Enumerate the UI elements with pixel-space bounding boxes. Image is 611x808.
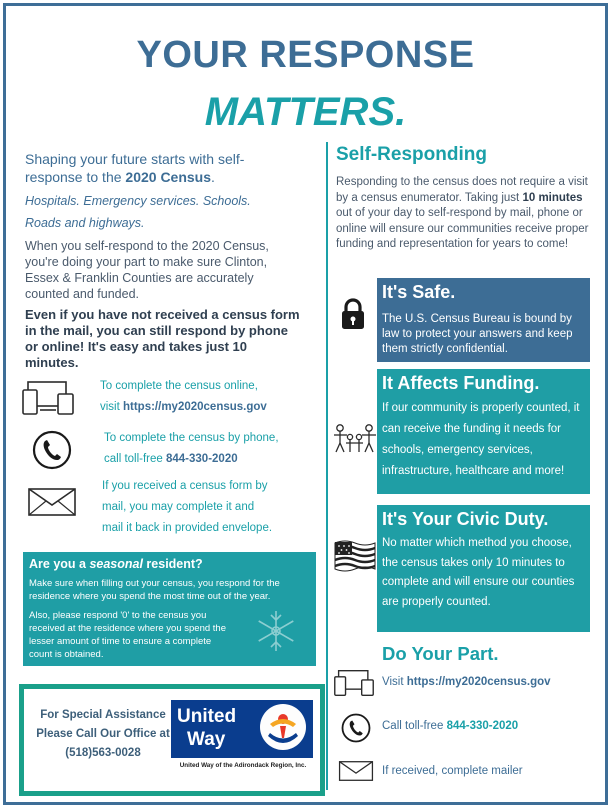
headline-line-2: MATTERS. [204,90,407,134]
its-safe-box [377,278,590,362]
united-way-emblem-icon [260,704,306,750]
funding-title: It Affects Funding. [382,373,540,393]
duty-title: It's Your Civic Duty. [382,509,549,529]
mail-contact [22,476,312,540]
do-your-part-heading: Do Your Part. [382,643,499,664]
self-responding-heading: Self-Responding [336,144,487,165]
seasonal-heading: Are you a seasonal resident? [29,557,203,571]
online-contact [22,376,312,420]
column-divider [326,142,328,790]
headline-line-1: YOUR RESPONSE [136,34,475,76]
online-text: To complete the census online, visit https://my2020census.gov [100,380,267,413]
call-number-link[interactable]: 844-330-2020 [446,720,519,732]
assistance-text: For Special Assistance Please Call Our Office at (518)563-0028 [32,706,174,763]
computer-devices-icon [334,669,374,702]
phone-icon [341,713,371,748]
safe-body: The U.S. Census Bureau is bound by law to protect your answers and keep them strictly confidential. [382,313,573,355]
phone-text: To complete the census by phone, call toll-free 844-330-2020 [104,432,279,465]
computer-devices-icon [22,380,74,421]
online-url-link[interactable]: https://my2020census.gov [123,401,267,413]
call-row: Call toll-free 844-330-2020 [382,720,519,732]
no-form-paragraph: Even if you have not received a census form in the mail, you can still respond by phone or online! It's easy and takes just 10 minutes. [25,307,300,370]
seasonal-paragraph-1: Make sure when filling out your census, you respond for the residence where you spend the most time out of the year. [29,578,280,602]
visit-row: Visit https://my2020census.gov [382,676,551,688]
mailer-row: If received, complete mailer [382,765,523,777]
affects-funding-box [377,369,590,494]
special-assistance-box [19,684,325,796]
assistance-phone-link[interactable]: (518)563-0028 [65,747,141,759]
united-way-caption: United Way of the Adirondack Region, Inc. [179,762,307,769]
seasonal-paragraph-2: Also, please respond '0' to the census you received at the residence where you spend the lesser amount of time to ensure a complete count is obtained. [29,610,226,660]
intro-text: Shaping your future starts with self-response to the 2020 Census. [25,151,245,185]
funding-body: If our community is properly counted, it can receive the funding it needs for schools, emergency services, infrastructure, healthcare and more! [382,402,580,477]
services-line: Hospitals. Emergency services. Schools. [25,194,251,208]
phone-number-link[interactable]: 844-330-2020 [166,453,238,465]
snowflake-icon [254,609,298,658]
seasonal-resident-box [23,552,316,666]
safe-title: It's Safe. [382,282,456,302]
roads-line: Roads and highways. [25,216,145,230]
phone-contact [22,428,312,472]
envelope-icon [338,761,374,786]
mail-text: If you received a census form by mail, you may complete it and mail it back in provided envelope. [102,480,273,534]
family-icon [333,423,377,458]
self-responding-paragraph: Responding to the census does not require a visit by a census enumerator. Taking just 10 minutes out of your day to self-respond by mail, phone or online will ensure our communities receive proper funding and representation for years to come! [336,176,589,250]
american-flag-icon [333,539,377,584]
phone-icon [32,430,72,475]
lock-icon [340,298,366,335]
envelope-icon [28,488,76,521]
civic-duty-box [377,505,590,632]
duty-body: No matter which method you choose, the census takes only 10 minutes to complete and will ensure our counties are properly counted. [382,537,575,608]
united-way-logo: United Way [171,700,313,758]
visit-url-link[interactable]: https://my2020census.gov [406,676,551,688]
self-respond-paragraph: When you self-respond to the 2020 Census, you're doing your part to make sure Clinton, Essex & Franklin Counties are accurately counted and funded. [25,239,269,301]
